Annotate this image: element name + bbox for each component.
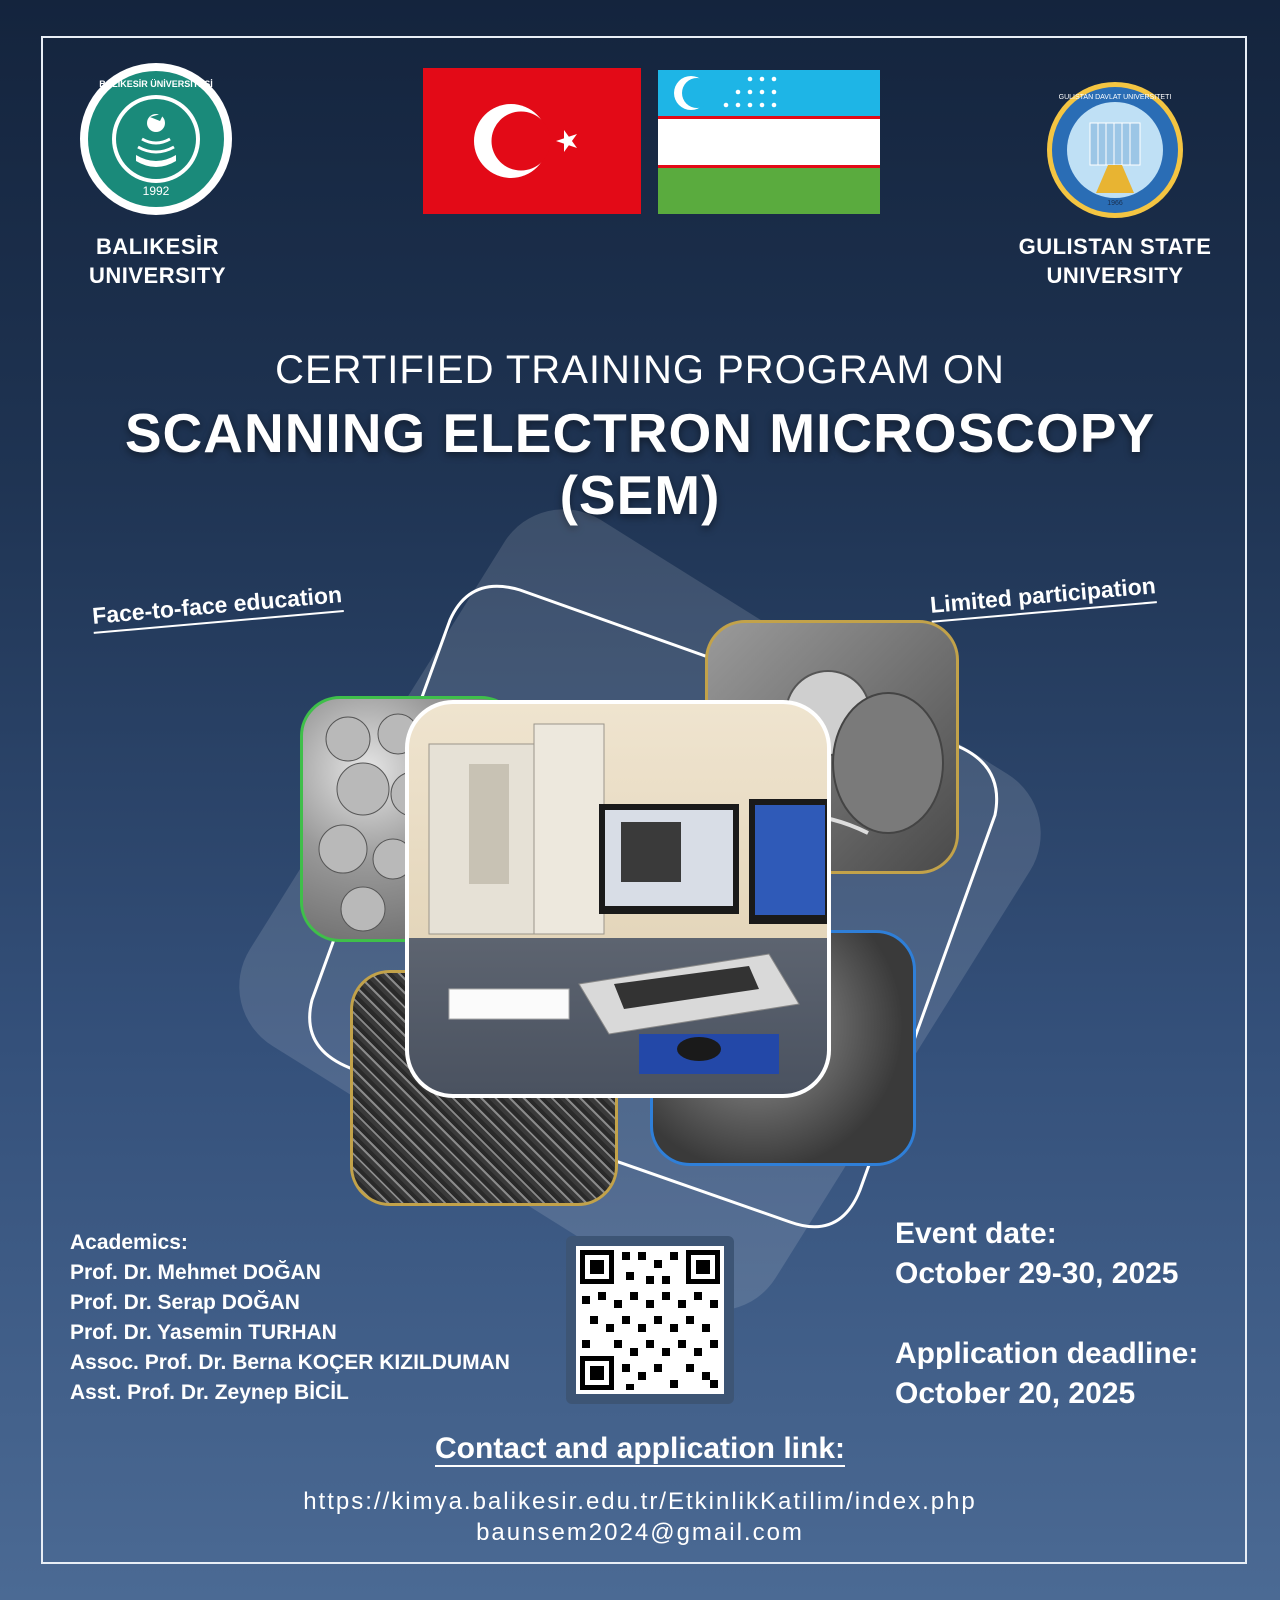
application-url[interactable]: https://kimya.balikesir.edu.tr/EtkinlikKatilim/index.php — [303, 1488, 977, 1515]
contact-email[interactable]: baunsem2024@gmail.com — [476, 1519, 804, 1546]
event-date-label: Event date: — [895, 1217, 1057, 1250]
right-university-name-line2: UNIVERSITY — [1046, 263, 1184, 288]
sem-lab-photo — [405, 700, 831, 1098]
left-university-name-line1: BALIKESİR — [95, 234, 220, 259]
deadline-label: Application deadline: — [895, 1337, 1199, 1370]
face-to-face-tag: Face-to-face education — [91, 581, 343, 634]
event-date-block — [895, 1214, 1179, 1294]
academic-name: Assoc. Prof. Dr. Berna KOÇER KIZILDUMAN — [70, 1351, 510, 1374]
qr-code[interactable] — [566, 1236, 734, 1404]
deadline-value: October 20, 2025 — [895, 1377, 1136, 1410]
main-title-line2: (SEM) — [559, 464, 721, 526]
event-date-value: October 29-30, 2025 — [895, 1257, 1179, 1290]
main-title-line1: SCANNING ELECTRON MICROSCOPY — [124, 402, 1156, 464]
seal-text-right: GULISTAN DAVLAT UNIVERSITETI — [1058, 94, 1172, 101]
left-university-name-line2: UNIVERSITY — [88, 263, 227, 288]
academics-title: Academics: — [70, 1231, 188, 1254]
seal-year-left: 1992 — [142, 184, 170, 198]
academic-name: Prof. Dr. Serap DOĞAN — [70, 1291, 300, 1314]
seal-text-left: BALIKESİR ÜNİVERSİTESİ — [99, 79, 213, 89]
contact-title: Contact and application link: — [434, 1432, 846, 1465]
right-university-name-line1: GULISTAN STATE — [1018, 234, 1212, 259]
limited-participation-tag: Limited participation — [929, 572, 1157, 623]
academic-name: Prof. Dr. Yasemin TURHAN — [70, 1321, 337, 1344]
seal-year-right: 1966 — [1107, 200, 1123, 207]
subtitle-heading: CERTIFIED TRAINING PROGRAM ON — [275, 348, 1005, 392]
academics-list — [70, 1228, 510, 1408]
academic-name: Asst. Prof. Dr. Zeynep BİCİL — [70, 1381, 349, 1404]
deadline-block — [895, 1334, 1198, 1414]
academic-name: Prof. Dr. Mehmet DOĞAN — [70, 1261, 321, 1284]
